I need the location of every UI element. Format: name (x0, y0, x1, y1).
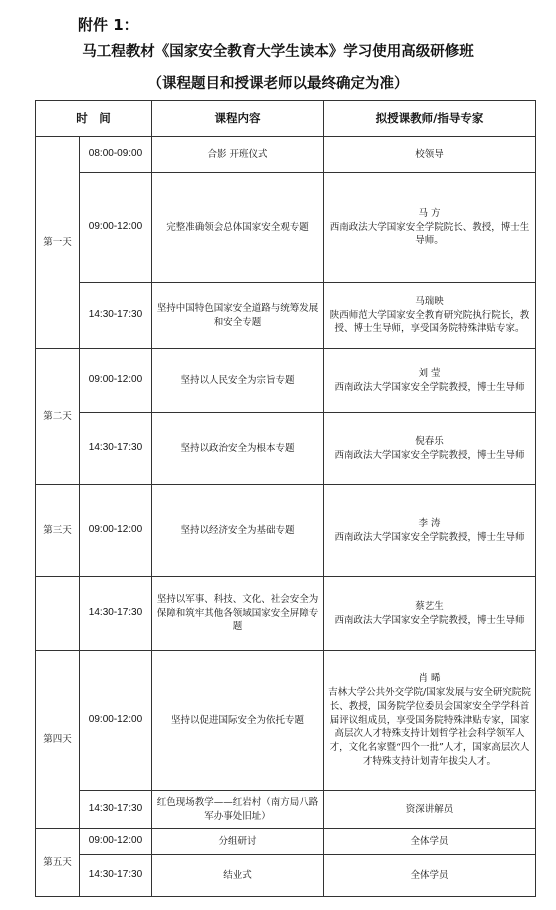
table-row (36, 485, 536, 577)
teacher-name: 全体学员 (410, 869, 449, 881)
day-label: 第三天 (36, 485, 80, 577)
header-content: 课程内容 (152, 101, 324, 137)
session-content: 结业式 (152, 855, 324, 897)
session-time: 09:00-12:00 (80, 829, 152, 855)
teacher-description: 西南政法大学国家安全学院教授，博士生导师 (334, 381, 525, 393)
session-content: 坚持以政治安全为根本专题 (152, 413, 324, 485)
table-row (36, 173, 536, 283)
table-row (36, 413, 536, 485)
session-teacher (324, 173, 536, 283)
session-content: 红色现场教学——红岩村（南方局八路军办事处旧址） (152, 791, 324, 829)
day-label: 第五天 (36, 829, 80, 897)
session-content: 坚持以人民安全为宗旨专题 (152, 349, 324, 413)
session-teacher (324, 137, 536, 173)
document-title: 马工程教材《国家安全教育大学生读本》学习使用高级研修班 (82, 44, 474, 60)
table-row (36, 349, 536, 413)
session-content: 完整准确领会总体国家安全观专题 (152, 173, 324, 283)
session-teacher (324, 283, 536, 349)
teacher-name: 倪春乐 (415, 435, 444, 447)
table-row (36, 137, 536, 173)
table-row (36, 791, 536, 829)
session-teacher (324, 791, 536, 829)
header-time: 时 间 (36, 101, 152, 137)
teacher-name: 刘 莹 (418, 367, 441, 379)
teacher-description: 吉林大学公共外交学院/国家发展与安全研究院院长、教授，国务院学位委员会国家安全学学科首届评议组成员，享受国务院特殊津贴专家，国家高层次人才特殊支持计划哲学社会科学领军人才，文化名家暨“四个一批”人才，国家高层次人才特殊支持计划青年拔尖人才。 (328, 687, 531, 767)
day-label: 第四天 (36, 651, 80, 829)
teacher-name: 肖 晞 (418, 673, 441, 685)
teacher-name: 资深讲解员 (405, 803, 454, 815)
header-teacher: 拟授课教师/指导专家 (324, 101, 536, 137)
table-row (36, 577, 536, 651)
session-content: 坚持中国特色国家安全道路与统筹发展和安全专题 (152, 283, 324, 349)
session-teacher (324, 577, 536, 651)
session-time: 08:00-09:00 (80, 137, 152, 173)
day-label: 第一天 (36, 137, 80, 349)
session-teacher (324, 829, 536, 855)
teacher-description: 西南政法大学国家安全学院院长、教授，博士生导师。 (329, 221, 530, 247)
session-content: 坚持以军事、科技、文化、社会安全为保障和筑牢其他各领域国家安全屏障专题 (152, 577, 324, 651)
session-time: 09:00-12:00 (80, 651, 152, 791)
teacher-name: 蔡艺生 (415, 600, 444, 612)
teacher-description: 西南政法大学国家安全学院教授，博士生导师 (334, 449, 525, 461)
teacher-name: 全体学员 (410, 835, 449, 847)
schedule-table (35, 100, 536, 897)
session-teacher (324, 855, 536, 897)
teacher-name: 马 方 (418, 207, 441, 219)
attachment-label: 附件 1： (78, 16, 139, 34)
day-label-empty (36, 577, 80, 651)
session-content: 合影 开班仪式 (152, 137, 324, 173)
session-time: 14:30-17:30 (80, 413, 152, 485)
session-teacher (324, 349, 536, 413)
session-time: 14:30-17:30 (80, 577, 152, 651)
teacher-description: 西南政法大学国家安全学院教授，博士生导师 (334, 531, 525, 543)
session-content: 坚持以促进国际安全为依托专题 (152, 651, 324, 791)
teacher-description: 西南政法大学国家安全学院教授，博士生导师 (334, 614, 525, 626)
session-time: 14:30-17:30 (80, 855, 152, 897)
session-time: 14:30-17:30 (80, 283, 152, 349)
table-row (36, 651, 536, 791)
session-time: 09:00-12:00 (80, 173, 152, 283)
teacher-name: 校领导 (415, 148, 444, 160)
session-time: 09:00-12:00 (80, 349, 152, 413)
teacher-name: 李 涛 (418, 517, 441, 529)
table-row (36, 829, 536, 855)
session-time: 09:00-12:00 (80, 485, 152, 577)
teacher-description: 陕西师范大学国家安全教育研究院执行院长，教授、博士生导师，享受国务院特殊津贴专家。 (329, 309, 530, 335)
session-content: 分组研讨 (152, 829, 324, 855)
session-teacher (324, 413, 536, 485)
table-row (36, 283, 536, 349)
teacher-name: 马瑞映 (415, 295, 444, 307)
document-subtitle: （课程题目和授课老师以最终确定为准） (147, 76, 409, 92)
session-content: 坚持以经济安全为基础专题 (152, 485, 324, 577)
day-label: 第二天 (36, 349, 80, 485)
session-time: 14:30-17:30 (80, 791, 152, 829)
table-row (36, 855, 536, 897)
session-teacher (324, 485, 536, 577)
table-header-row (36, 101, 536, 137)
session-teacher (324, 651, 536, 791)
